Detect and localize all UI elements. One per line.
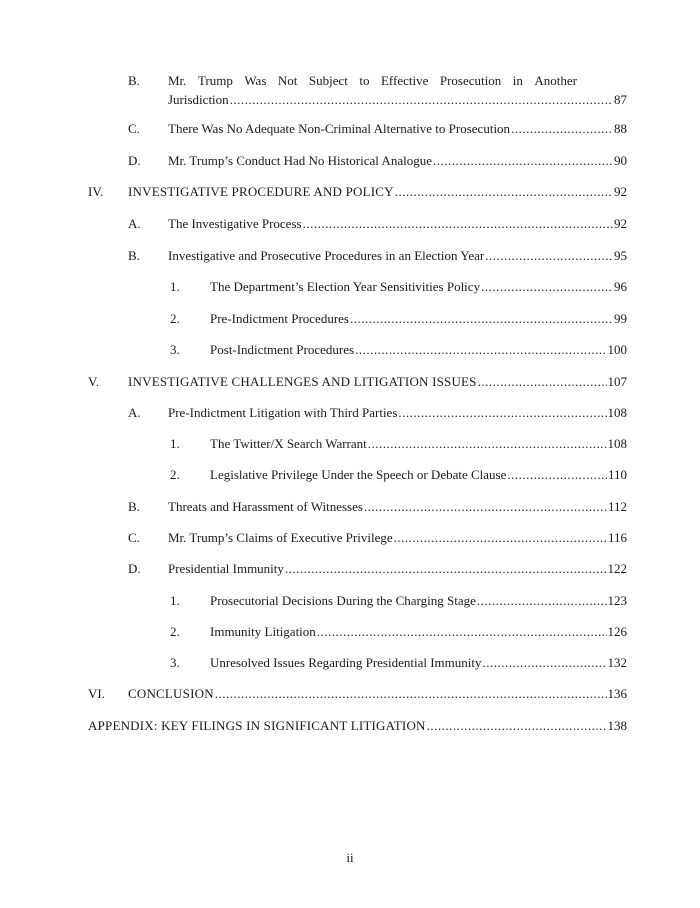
toc-entry: A. The Investigative Process ..... 92: [128, 216, 627, 232]
dot-leader: [481, 279, 613, 295]
toc-entry-title-line2: Jurisdiction ..... 87: [168, 90, 627, 109]
toc-page-number: 99: [614, 311, 627, 326]
toc-page-number: 116: [607, 530, 627, 545]
dot-leader: [350, 311, 613, 327]
toc-page-number: 112: [607, 499, 627, 514]
toc-entry: B. Investigative and Prosecutive Procedures in an Election Year ..... 95: [128, 248, 627, 264]
toc-entry: D. Presidential Immunity ..... 122: [128, 561, 627, 577]
dot-leader: [230, 90, 613, 109]
dot-leader: [303, 216, 613, 232]
dot-leader: [285, 561, 607, 577]
toc-subentry: 2. Immunity Litigation ..... 126: [170, 624, 627, 640]
toc-subentry: 1. Prosecutorial Decisions During the Charging Stage ..... 123: [170, 593, 627, 609]
toc-entry-number: B.: [128, 73, 140, 88]
toc-entry: A. Pre-Indictment Litigation with Third Parties ..... 108: [128, 405, 627, 421]
dot-leader: [395, 184, 613, 200]
toc-page-number: 95: [614, 248, 627, 263]
toc-page-number: 138: [607, 718, 627, 733]
toc-subentry: 2. Pre-Indictment Procedures ..... 99: [170, 311, 627, 327]
dot-leader: [215, 686, 607, 702]
dot-leader: [478, 374, 607, 390]
toc-subentry: 1. The Twitter/X Search Warrant ..... 108: [170, 436, 627, 452]
toc-page-number: 90: [614, 153, 627, 168]
dot-leader: [511, 121, 613, 137]
toc-section: V. INVESTIGATIVE CHALLENGES AND LITIGATION ISSUES ..... 107: [88, 374, 627, 390]
dot-leader: [317, 624, 607, 640]
toc-page-number: 107: [607, 374, 627, 389]
dot-leader: [477, 593, 607, 609]
dot-leader: [433, 153, 613, 169]
toc-subentry: 3. Unresolved Issues Regarding Presidential Immunity ..... 132: [170, 655, 627, 671]
toc-entry-b-jurisdiction: [128, 71, 627, 109]
toc-entry: C. There Was No Adequate Non-Criminal Alternative to Prosecution ..... 88: [128, 121, 627, 137]
toc-section: VI. CONCLUSION ..... 136: [88, 686, 627, 702]
toc-page-number: 92: [614, 216, 627, 231]
dot-leader: [507, 467, 607, 483]
page-footer-number: ii: [346, 850, 354, 865]
toc-entry-title-line1: Mr. Trump Was Not Subject to Effective Prosecution in Another: [168, 73, 577, 88]
toc-page-number: 92: [614, 184, 627, 199]
toc-page-number: 96: [614, 279, 627, 294]
dot-leader: [355, 342, 606, 358]
toc-subentry: 3. Post-Indictment Procedures ..... 100: [170, 342, 627, 358]
dot-leader: [427, 718, 607, 734]
toc-page-number: 108: [607, 405, 627, 420]
toc-subentry: 1. The Department’s Election Year Sensitivities Policy ..... 96: [170, 279, 627, 295]
toc-page-number: 132: [607, 655, 627, 670]
dot-leader: [368, 436, 607, 452]
toc-page-number: 108: [607, 436, 627, 451]
toc-page-number: 87: [614, 92, 627, 107]
toc-section: IV. INVESTIGATIVE PROCEDURE AND POLICY ..... 92: [88, 184, 627, 200]
toc-entry: D. Mr. Trump’s Conduct Had No Historical Analogue ..... 90: [128, 153, 627, 169]
toc-page-number: 136: [607, 686, 627, 701]
toc-subentry: 2. Legislative Privilege Under the Speech or Debate Clause ..... 110: [170, 467, 627, 483]
toc-page-number: 123: [607, 593, 627, 608]
toc-appendix: APPENDIX: KEY FILINGS IN SIGNIFICANT LITIGATION ..... 138: [88, 718, 627, 734]
toc-page-number: 88: [614, 121, 627, 136]
dot-leader: [364, 499, 607, 515]
dot-leader: [485, 248, 613, 264]
toc-page-number: 126: [607, 624, 627, 639]
dot-leader: [483, 655, 607, 671]
dot-leader: [398, 405, 606, 421]
toc-page-number: 100: [607, 342, 627, 357]
toc-entry: C. Mr. Trump’s Claims of Executive Privilege ..... 116: [128, 530, 627, 546]
toc-entry: B. Threats and Harassment of Witnesses ..... 112: [128, 499, 627, 515]
dot-leader: [394, 530, 607, 546]
toc-page-number: 110: [607, 467, 627, 482]
toc-page-number: 122: [607, 561, 627, 576]
